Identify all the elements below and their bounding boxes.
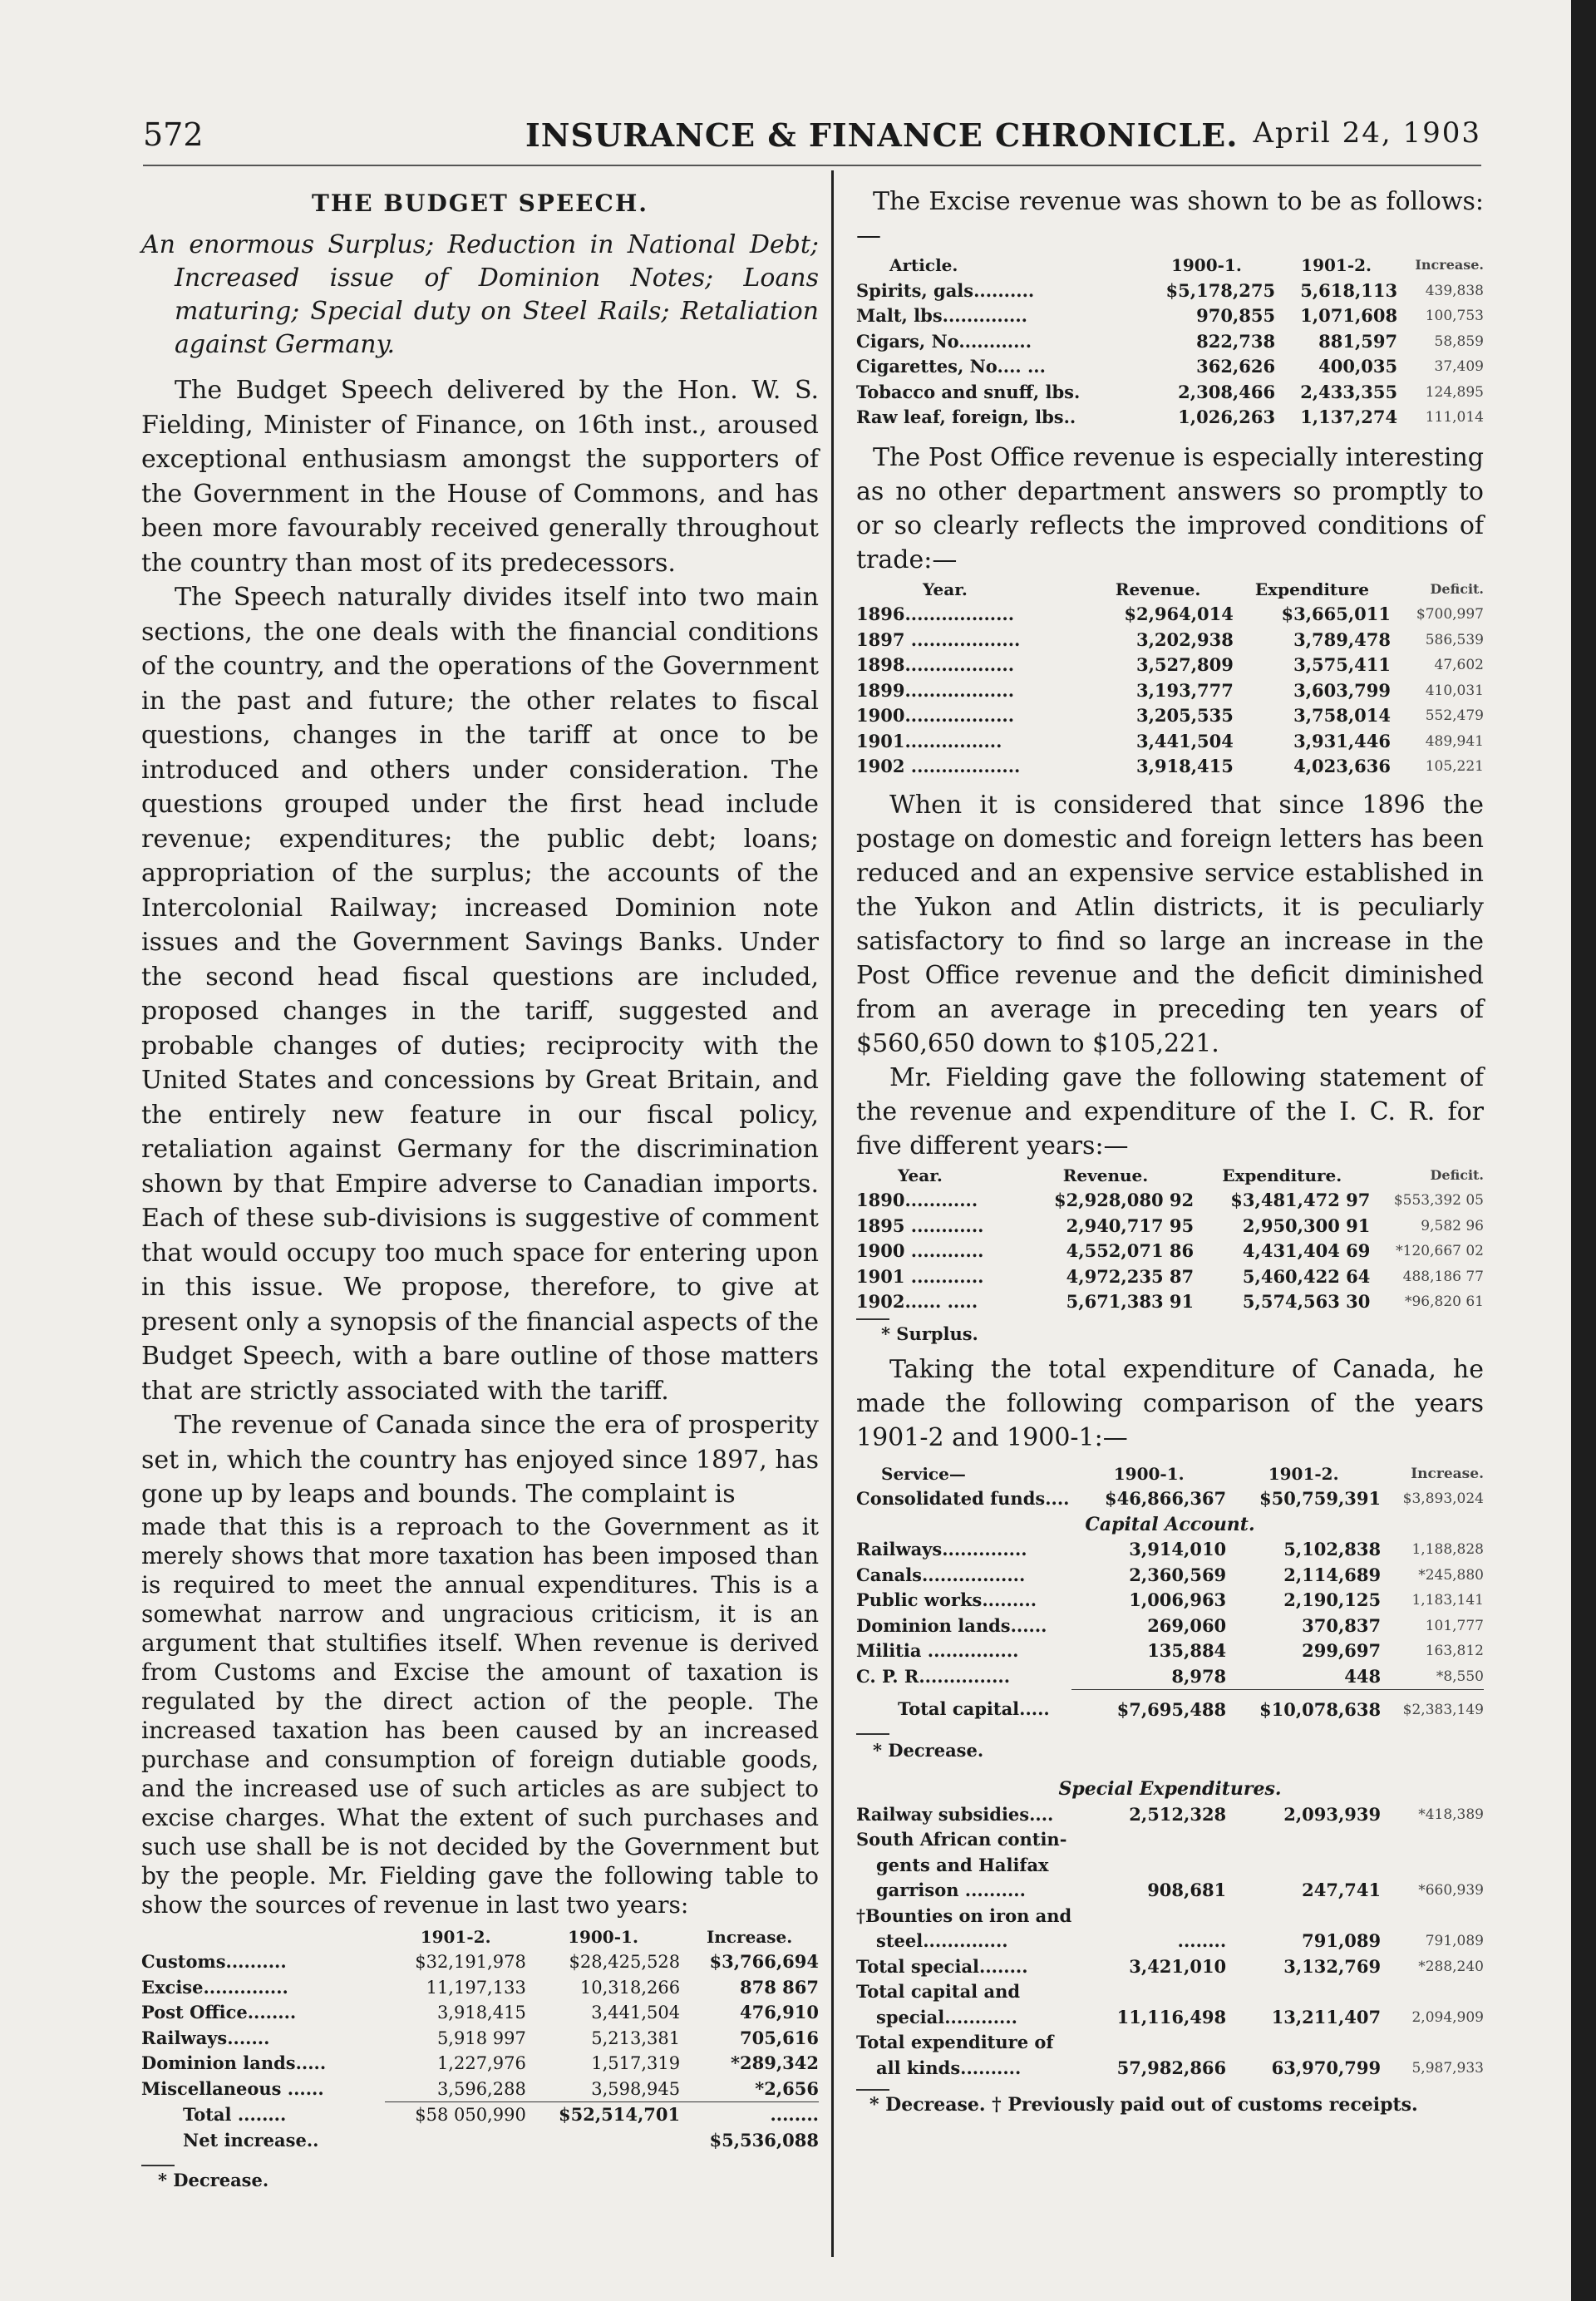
exp-cell: 2,360,569 [1129,1564,1227,1585]
revenue-cell: *289,342 [731,2052,819,2073]
table-row [856,754,1484,780]
post-cell: 3,931,446 [1293,730,1392,751]
exp-cell: 11,116,498 [1116,2006,1227,2028]
table-row [856,278,1484,304]
expenditure-footnote: * Decrease. † Previously paid out of customs receipts. [869,2094,1418,2116]
post-comment: When it is considered that since 1896 the postage on domestic and foreign letters has been reduced and an expensive service established in the Yukon and Atlin districts, it is peculiarly satisfactory to find so large an increase in the Post Office revenue and the deficit diminished from an average in preceding ten years of $560,650 down to $105,221. [856,790,1484,1058]
post-cell: 410,031 [1425,682,1484,699]
page-number: 572 [143,116,204,153]
excise-article: Spirits, gals.......... [856,279,1035,301]
table-row [141,1949,819,1975]
icr-cell: 9,582 96 [1421,1217,1484,1234]
page-header [143,110,1481,160]
excise-cell: 37,409 [1434,358,1484,375]
revenue-total-cell: ........ [680,2102,819,2128]
icr-cell: *96,820 61 [1404,1293,1484,1310]
table-row [856,602,1484,628]
post-office-table [856,577,1484,780]
note-rule [856,1733,889,1735]
revenue-cell: 3,918,415 [436,2003,526,2023]
icr-cell: 4,552,071 86 [1066,1240,1195,1261]
excise-cell: 124,895 [1425,383,1484,401]
post-cell: $2,964,014 [1124,604,1234,624]
exp-service: gents and Halifax [876,1854,1049,1875]
exp-cell: 791,089 [1302,1930,1382,1951]
excise-header: 1901-2. [1301,255,1372,275]
left-column [141,190,819,2190]
post-year: 1897 .................. [856,628,1021,650]
right-column [856,185,1484,2116]
net-increase-value: $5,536,088 [709,2129,819,2151]
excise-cell: 100,753 [1425,308,1484,324]
icr-year: 1895 ............ [856,1215,984,1236]
table-row [856,1188,1484,1214]
table-row-total [856,1690,1484,1730]
post-cell: 489,941 [1425,732,1484,750]
revenue-header [141,1924,385,1950]
exp-total-cell: $2,383,149 [1381,1690,1484,1730]
excise-article: Cigars, No............ [856,330,1032,352]
capital-account-heading: Capital Account. [1085,1513,1255,1535]
table-row [856,729,1484,755]
exp-total-cell: $10,078,638 [1226,1690,1381,1730]
exp-service: Total special........ [856,1955,1028,1977]
exp-cell: 3,914,010 [1129,1539,1227,1559]
revenue-cell: 5,213,381 [591,2028,681,2048]
exp-total-cell: $7,695,488 [1071,1690,1226,1730]
exp-cell: 2,094,909 [1411,2008,1484,2026]
exp-cell: *660,939 [1418,1882,1484,1899]
post-cell: 3,527,809 [1135,654,1234,675]
post-cell: 586,539 [1425,631,1484,648]
column-divider [831,170,834,2257]
exp-service: Railways.............. [856,1539,1027,1559]
exp-cell: ........ [1177,1930,1227,1951]
icr-cell: $3,481,472 97 [1230,1190,1371,1210]
table-row [856,1954,1484,1980]
revenue-source: Post Office........ [141,2002,297,2023]
special-expenditures-heading: Special Expenditures. [1058,1778,1282,1800]
exp-cell: 1,183,141 [1411,1592,1484,1609]
exp-cell: 908,681 [1147,1880,1227,1900]
exp-cell: 247,741 [1302,1880,1382,1900]
note-rule [856,2089,889,2091]
exp-cell: $46,866,367 [1105,1488,1227,1509]
post-cell: 105,221 [1425,758,1484,775]
table-row [141,2000,819,2026]
icr-cell: 4,972,235 87 [1066,1265,1195,1287]
exp-header: 1901-2. [1268,1463,1339,1484]
exp-service: Total capital and [856,1981,1021,2002]
table-row [856,2005,1484,2031]
table-row [856,1563,1484,1589]
exp-cell: 299,697 [1302,1640,1382,1661]
exp-service: C. P. R............... [856,1665,1011,1687]
excise-cell: 111,014 [1425,409,1484,426]
icr-cell: 5,460,422 64 [1242,1265,1371,1287]
revenue-cell: $32,191,978 [415,1952,526,1972]
icr-header: Year. [898,1165,943,1185]
icr-cell: 2,940,717 95 [1066,1215,1195,1236]
revenue-cell: 476,910 [740,2002,819,2023]
icr-cell: *120,667 02 [1396,1243,1484,1259]
revenue-source: Customs.......... [141,1951,287,1972]
exp-service: Total expenditure of [856,2032,1054,2052]
revenue-source: Miscellaneous ...... [141,2077,324,2099]
excise-cell: 1,137,274 [1300,406,1398,427]
note-rule [141,2165,175,2166]
revenue-total-label: Total ........ [183,2103,287,2125]
excise-cell: 2,308,466 [1178,381,1276,402]
table-row [856,1614,1484,1639]
icr-note: * Surplus. [881,1323,978,1344]
table-row [856,653,1484,678]
paragraph-1: The Budget Speech delivered by the Hon. W. S. Fielding, Minister of Finance, on 16th inst., aroused exceptional enthusiasm amongst the supporters of the Government in the House of Commons, and has been more favourably received generally throughout the country than most of its predecessors. [141,376,819,578]
exp-service: Consolidated funds.... [856,1488,1070,1509]
excise-article: Malt, lbs.............. [856,305,1027,326]
table-row [856,1289,1484,1315]
exp-cell: *245,880 [1418,1566,1484,1584]
exp-cell: *418,389 [1418,1806,1484,1823]
excise-cell: 5,618,113 [1300,279,1398,301]
table-row [141,2026,819,2052]
icr-header: Deficit. [1430,1166,1484,1183]
capital-note: * Decrease. [873,1739,984,1761]
table-row [856,354,1484,380]
expenditure-intro: Taking the total expenditure of Canada, he made the following comparison of the years 1901-2 and 1900-1:— [856,1354,1484,1452]
excise-header: 1900-1. [1170,255,1242,275]
icr-header: Revenue. [1062,1165,1149,1185]
exp-cell: 269,060 [1147,1614,1227,1636]
exp-service: †Bounties on iron and [856,1904,1072,1926]
exp-cell: 2,093,939 [1283,1803,1382,1825]
post-year: 1900.................. [856,705,1015,726]
exp-cell: *288,240 [1418,1958,1484,1975]
page-binding-edge [1571,0,1596,2301]
excise-cell: 2,433,355 [1300,381,1398,402]
revenue-source: Dominion lands..... [141,2052,327,2073]
exp-header: Increase. [1411,1465,1484,1482]
excise-cell: 439,838 [1425,282,1484,299]
revenue-header: 1901-2. [420,1926,491,1947]
exp-cell: 448 [1344,1665,1382,1687]
revenue-cell: 878 867 [740,1976,819,1998]
section-subtitle: An enormous Surplus; Reduction in National Debt; Increased issue of Dominion Notes; Loans maturing; Special duty on Steel Rails; Retaliation against Germany. [141,230,819,359]
post-cell: 3,789,478 [1293,628,1392,650]
revenue-cell: 3,598,945 [591,2078,681,2099]
table-row [856,405,1484,431]
revenue-source: Excise.............. [141,1976,288,1998]
exp-service: garrison .......... [876,1880,1026,1900]
table-row [856,1929,1484,1954]
revenue-cell: 705,616 [740,2027,819,2048]
post-cell: 3,205,535 [1135,705,1234,726]
table-row [856,1827,1484,1853]
net-increase-label: Net increase.. [183,2129,319,2151]
excise-cell: 970,855 [1196,305,1276,326]
revenue-cell: 1,227,976 [436,2053,526,2073]
exp-cell: 1,188,828 [1411,1541,1484,1558]
table-row [856,1486,1484,1512]
exp-cell: 3,132,769 [1283,1955,1382,1977]
post-year: 1902 .................. [856,756,1021,776]
table-row [856,1664,1484,1690]
post-intro: The Post Office revenue is especially interesting as no other department answers so promptly to or so clearly reflects the improved conditions of trade:— [856,442,1484,574]
excise-article: Tobacco and snuff, lbs. [856,381,1081,402]
post-year: 1899.................. [856,679,1015,701]
exp-cell: 8,978 [1171,1665,1227,1687]
exp-cell: 2,190,125 [1283,1589,1382,1610]
post-year: 1901................ [856,730,1002,751]
exp-cell: $50,759,391 [1259,1488,1382,1509]
post-cell: 552,479 [1425,707,1484,724]
exp-cell: 5,102,838 [1283,1539,1382,1559]
exp-service: steel.............. [876,1930,1008,1951]
exp-service: special............ [876,2006,1017,2028]
paragraph-3b: made that this is a reproach to the Government as it merely shows that more taxation has been imposed than is required to meet the annual expenditures. This is a somewhat narrow and ungracious criticism, it is an argument that stultifies itself. When revenue is derived from Customs and Excise the amount of taxation is regulated by the direct action of the people. The increased taxation has been caused by an increased purchase and consumption of foreign dutiable goods, and the increased use of such articles as are subject to excise charges. What the extent of such purchases and such use shall be is not decided by the Government but by the people. Mr. Fielding gave the following table to show the sources of revenue in last two years: [141,1512,819,1919]
post-cell: 3,193,777 [1135,679,1234,701]
excise-article: Cigarettes, No.... ... [856,356,1046,377]
revenue-cell: $28,425,528 [569,1952,681,1972]
exp-cell: 2,512,328 [1129,1803,1227,1825]
table-row [856,329,1484,355]
excise-header: Increase. [1415,257,1484,273]
table-row [856,1264,1484,1290]
exp-cell: 1,006,963 [1129,1589,1227,1610]
paragraph-2: The Speech naturally divides itself into two main sections, the one deals with the financial conditions of the country, and the operations of the Government in the past and future; the other relates to fiscal questions, changes in the tariff at once to be introduced and others under consideration. The questions grouped under the first head include revenue; expenditures; the public debt; loans; appropriation of the surplus; the accounts of the Intercolonial Railway; increased Dominion note issues and the Government Savings Banks. Under the second head fiscal questions are included, proposed changes in the tariff, suggested and probable changes of duties; reciprocity with the United States and concessions by Great Britain, and the entirely new feature in our fiscal policy, retaliation against Germany for the discrimination shown by that Empire adverse to Canadian imports. Each of these sub-divisions is suggestive of comment that would occupy too much space for entering upon in this issue. We propose, therefore, to give at present only a synopsis of the financial aspects of the Budget Speech, with a bare outline of those matters that are strictly associated with the tariff. [141,583,819,1406]
icr-table [856,1163,1484,1315]
post-cell: $3,665,011 [1281,604,1392,624]
table-row [141,2051,819,2077]
post-cell: $700,997 [1416,606,1484,623]
icr-cell: 2,950,300 91 [1242,1215,1371,1236]
table-row [141,2077,819,2102]
post-year: 1896.................. [856,604,1015,624]
table-row [856,1638,1484,1664]
issue-date: April 24, 1903 [1253,116,1481,150]
revenue-source: Railways....... [141,2027,270,2048]
table-row [856,1904,1484,1929]
exp-header: 1900-1. [1113,1463,1185,1484]
icr-cell: $553,392 05 [1393,1192,1484,1209]
expenditure-table [856,1461,1484,2082]
exp-cell: 3,421,010 [1129,1955,1227,1977]
exp-service: Railway subsidies.... [856,1803,1054,1825]
excise-header: Article. [889,255,958,275]
table-row [856,1853,1484,1879]
icr-year: 1901 ............ [856,1265,984,1287]
table-row [856,303,1484,329]
post-year: 1898.................. [856,654,1015,675]
post-header: Revenue. [1115,579,1201,599]
icr-header: Expenditure. [1222,1165,1342,1185]
exp-cell: 135,884 [1147,1640,1227,1661]
exp-cell: 370,837 [1302,1614,1382,1636]
table-row [856,2030,1484,2056]
post-cell: 3,575,411 [1293,654,1392,675]
exp-cell: 2,114,689 [1283,1564,1382,1585]
exp-service: all kinds.......... [876,2057,1022,2078]
table-row [856,1214,1484,1239]
post-header: Expenditure [1254,579,1369,599]
revenue-cell: 3,441,504 [591,2003,681,2023]
table-row [856,1588,1484,1614]
post-cell: 3,202,938 [1135,628,1234,650]
exp-cell: 63,970,799 [1271,2057,1382,2078]
excise-cell: 1,026,263 [1178,406,1276,427]
icr-cell: 5,671,383 91 [1066,1291,1195,1312]
exp-service: Dominion lands...... [856,1614,1047,1636]
table-row [856,703,1484,729]
header-rule [143,165,1481,166]
icr-cell: 5,574,563 30 [1242,1291,1371,1312]
exp-service: Public works......... [856,1589,1037,1610]
table-row [856,1878,1484,1904]
table-row-total [141,2102,819,2128]
exp-cell: 5,987,933 [1411,2059,1484,2077]
excise-cell: 58,859 [1434,333,1484,350]
excise-cell: 362,626 [1196,356,1276,377]
icr-year: 1890............ [856,1190,978,1210]
exp-cell: $3,893,024 [1402,1490,1484,1507]
icr-intro: Mr. Fielding gave the following statement of the revenue and expenditure of the I. C. R. for five different years:— [856,1062,1484,1160]
excise-cell: 400,035 [1318,356,1398,377]
table-row [856,1802,1484,1828]
exp-service: Canals................. [856,1564,1026,1585]
table-row [141,1975,819,2001]
revenue-cell: 10,318,266 [579,1977,681,1998]
icr-cell: 488,186 77 [1402,1268,1484,1285]
revenue-cell: 1,517,319 [591,2053,681,2073]
icr-cell: 4,431,404 69 [1242,1240,1371,1261]
post-header: Deficit. [1430,580,1484,597]
table-row [856,678,1484,704]
revenue-table [141,1924,819,2154]
table-row [856,1979,1484,2005]
post-cell: 3,441,504 [1135,730,1234,751]
post-cell: 3,918,415 [1135,756,1234,776]
exp-header: Service— [881,1463,966,1484]
capital-total-label: Total capital..... [898,1698,1050,1720]
post-cell: 3,603,799 [1293,679,1392,701]
icr-cell: $2,928,080 92 [1054,1190,1195,1210]
exp-cell: 163,812 [1425,1643,1484,1659]
table-row [856,628,1484,653]
table-row [856,1239,1484,1264]
exp-cell: *8,550 [1436,1668,1484,1685]
icr-year: 1900 ............ [856,1240,984,1261]
icr-year: 1902...... ..... [856,1291,978,1312]
revenue-cell: 11,197,133 [426,1977,526,1998]
note-rule [856,1318,889,1320]
post-cell: 47,602 [1434,657,1484,673]
revenue-header: 1900-1. [568,1926,638,1947]
paragraph-3a: The revenue of Canada since the era of prosperity set in, which the country has enjoyed since 1897, has gone up by leaps and bounds. The complaint is [141,1411,819,1509]
revenue-total-cell: $52,514,701 [526,2102,680,2128]
table-row [856,2056,1484,2082]
revenue-header: Increase. [706,1926,793,1947]
revenue-note: * Decrease. [158,2170,269,2190]
exp-service: South African contin- [856,1829,1067,1850]
table-row [856,1537,1484,1563]
excise-article: Raw leaf, foreign, lbs.. [856,406,1076,427]
section-title: THE BUDGET SPEECH. [311,190,649,217]
exp-service: Militia ............... [856,1640,1019,1661]
exp-cell: 101,777 [1425,1617,1484,1634]
revenue-cell: $3,766,694 [709,1951,819,1972]
revenue-cell: *2,656 [755,2077,819,2099]
exp-cell: 57,982,866 [1116,2057,1227,2078]
revenue-cell: 3,596,288 [436,2078,526,2099]
excise-table [856,253,1484,431]
post-cell: 3,758,014 [1293,705,1392,726]
exp-cell: 13,211,407 [1271,2006,1382,2028]
post-header: Year. [923,579,968,599]
post-cell: 4,023,636 [1293,756,1392,776]
publication-title: INSURANCE & FINANCE CHRONICLE. [525,116,1239,154]
excise-cell: $5,178,275 [1165,279,1276,301]
excise-cell: 822,738 [1196,330,1276,352]
table-row-net [141,2128,819,2154]
excise-cell: 1,071,608 [1300,305,1398,326]
excise-intro: The Excise revenue was shown to be as follows:— [856,187,1484,250]
table-row [856,380,1484,406]
revenue-total-cell: $58 050,990 [385,2102,525,2128]
excise-cell: 881,597 [1318,330,1398,352]
revenue-cell: 5,918 997 [436,2028,526,2048]
exp-cell: 791,089 [1425,1933,1484,1949]
